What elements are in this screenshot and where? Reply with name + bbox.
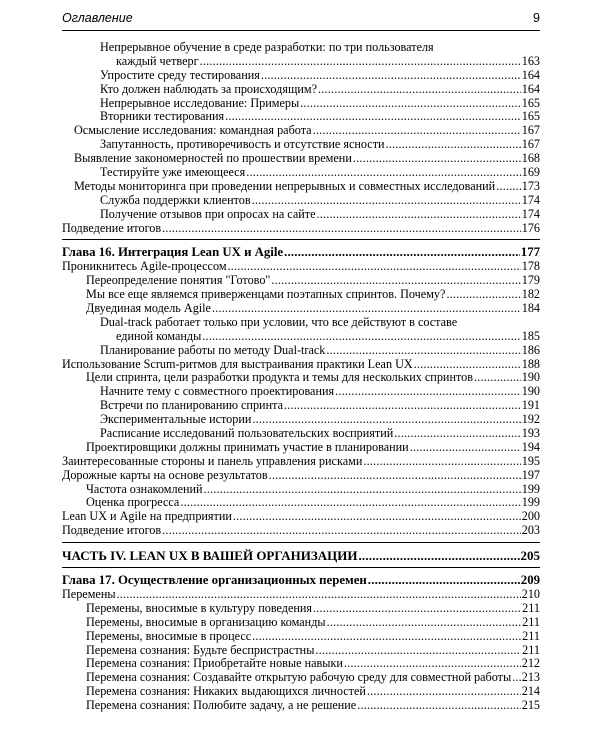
toc-entry-title: Lean UX и Agile на предприятии (62, 509, 232, 524)
toc-entry-title: Перемены, вносимые в организацию команды (86, 614, 326, 629)
dot-leader (252, 630, 521, 644)
toc-entry-title: Оценка прогресса (86, 495, 180, 510)
dot-leader (200, 55, 521, 69)
divider (62, 567, 540, 568)
dot-leader (394, 427, 520, 441)
toc-entry-page: 211 (522, 614, 540, 629)
toc-entry-page: 199 (521, 481, 540, 496)
dot-leader (271, 274, 520, 288)
toc-entry-title: Мы все еще являемся приверженцами поэтапных спринтов. Почему? (86, 287, 446, 302)
toc-entry[interactable] (62, 644, 540, 658)
toc-entry[interactable] (62, 260, 540, 274)
toc-entry-title: Запутанность, противоречивость и отсутствие ясности (100, 137, 385, 152)
toc-entry-page: 169 (521, 165, 540, 179)
toc-entry[interactable] (62, 427, 540, 441)
toc-entry-page: 190 (521, 370, 540, 385)
dot-leader (326, 344, 520, 358)
toc-entry-page: 197 (521, 467, 540, 482)
toc-chapter-16[interactable] (62, 246, 540, 260)
toc-entry-page: 209 (520, 573, 540, 588)
toc-entry-title: Служба поддержки клиентов (100, 192, 251, 207)
toc-entry-page: 188 (521, 356, 540, 371)
dot-leader (358, 549, 519, 563)
toc-entry-page: 211 (522, 642, 540, 657)
dot-leader (363, 455, 520, 469)
toc-entry-title: Расписание исследований пользовательских восприятий (100, 426, 394, 441)
toc-entry-title: Использование Scrum-ритмов для выстраивания практики Lean UX (62, 356, 413, 371)
toc-entry-page: 215 (521, 698, 540, 713)
toc-entry-title: ЧАСТЬ IV. LEAN UX В ВАШЕЙ ОРГАНИЗАЦИИ (62, 548, 358, 564)
dot-leader (386, 138, 521, 152)
toc-section-chapter-15-tail (62, 41, 540, 235)
toc-entry[interactable] (62, 441, 540, 455)
toc-entry[interactable] (62, 41, 540, 55)
toc-entry-title: Получение отзывов при опросах на сайте (100, 206, 316, 221)
dot-leader (225, 110, 521, 124)
toc-entry-title: Перемена сознания: Никаких выдающихся личностей (86, 684, 366, 699)
page-number: 9 (533, 11, 540, 25)
toc-entry-title: Осмысление исследования: командная работа (74, 123, 312, 138)
running-title: Оглавление (62, 11, 133, 25)
toc-entry-page: 203 (521, 523, 540, 538)
toc-entry[interactable] (62, 616, 540, 630)
toc-entry-page: 190 (521, 384, 540, 399)
toc-entry-page: 195 (521, 453, 540, 468)
toc-entry[interactable] (62, 455, 540, 469)
toc-entry[interactable] (62, 330, 540, 344)
toc-entry-title: Экспериментальные истории (100, 412, 252, 427)
toc-entry-title: Дорожные карты на основе результатов (62, 467, 268, 482)
toc-entry-page: 194 (521, 439, 540, 454)
toc-entry-page: 167 (521, 123, 540, 138)
toc-entry[interactable] (62, 399, 540, 413)
toc-entry-title: Глава 17. Осуществление организационных перемен (62, 573, 367, 588)
dot-leader (300, 97, 521, 111)
dot-leader (228, 260, 521, 274)
toc-entry-title: Dual-track работает только при условии, что все действуют в составе (100, 314, 458, 329)
toc-entry[interactable] (62, 344, 540, 358)
toc-entry-title: единой команды (116, 328, 202, 343)
dot-leader (353, 152, 521, 166)
toc-entry[interactable] (62, 138, 540, 152)
toc-entry-page: 205 (520, 548, 540, 564)
toc-entry[interactable] (62, 222, 540, 236)
toc-section-chapter-17 (62, 588, 540, 713)
toc-entry-page: 182 (521, 287, 540, 302)
toc-entry-title: Переопределение понятия "Готово" (86, 273, 271, 288)
toc-entry[interactable] (62, 97, 540, 111)
toc-entry-page: 174 (521, 192, 540, 207)
dot-leader (474, 371, 521, 385)
toc-entry[interactable] (62, 288, 540, 302)
toc-part-4[interactable] (62, 549, 540, 563)
dot-leader (180, 496, 520, 510)
toc-entry-page: 179 (521, 273, 540, 288)
toc-entry-title: Встречи по планированию спринта (100, 398, 283, 413)
toc-entry[interactable] (62, 302, 540, 316)
toc-entry[interactable] (62, 83, 540, 97)
toc-entry-title: Вторники тестирования (100, 109, 225, 124)
toc-entry-page: 165 (521, 95, 540, 110)
toc-entry-title: Проектировщики должны принимать участие в планировании (86, 439, 409, 454)
toc-entry-page: 192 (521, 412, 540, 427)
toc-entry[interactable] (62, 413, 540, 427)
toc-entry-page: 213 (521, 670, 540, 685)
dot-leader (410, 441, 521, 455)
dot-leader (313, 602, 521, 616)
toc-entry-title: Выявление закономерностей по прошествии времени (74, 151, 352, 166)
dot-leader (284, 399, 521, 413)
toc-entry[interactable] (62, 630, 540, 644)
dot-leader (357, 699, 521, 713)
toc-entry-page: 167 (521, 137, 540, 152)
toc-entry-page: 174 (521, 206, 540, 221)
dot-leader (318, 83, 521, 97)
dot-leader (368, 574, 520, 588)
toc-entry[interactable] (62, 110, 540, 124)
toc-entry-page: 214 (521, 684, 540, 699)
toc-entry[interactable] (62, 524, 540, 538)
toc-entry[interactable] (62, 55, 540, 69)
toc-entry[interactable] (62, 69, 540, 83)
toc-entry[interactable] (62, 208, 540, 222)
dot-leader (317, 208, 521, 222)
dot-leader (252, 413, 520, 427)
dot-leader (252, 194, 521, 208)
toc-entry-page: 212 (521, 656, 540, 671)
divider (62, 239, 540, 240)
toc-entry-page: 177 (520, 245, 540, 260)
dot-leader (284, 246, 520, 260)
dot-leader (335, 385, 521, 399)
toc-entry-title: Перемены, вносимые в культуру поведения (86, 600, 313, 615)
dot-leader (327, 616, 522, 630)
toc-section-chapter-16 (62, 260, 540, 538)
toc-entry[interactable] (62, 671, 540, 685)
toc-entry[interactable] (62, 194, 540, 208)
toc-entry[interactable] (62, 124, 540, 138)
toc-entry-page: 165 (521, 109, 540, 124)
toc-entry-title: каждый четверг (116, 53, 199, 68)
toc-entry-page: 191 (521, 398, 540, 413)
page-header (62, 10, 540, 31)
toc-entry[interactable] (62, 510, 540, 524)
dot-leader (344, 657, 521, 671)
dot-leader (246, 166, 521, 180)
toc-entry-page: 193 (521, 426, 540, 441)
dot-leader (414, 358, 521, 372)
toc-entry-title: Кто должен наблюдать за происходящим? (100, 81, 318, 96)
dot-leader (367, 685, 521, 699)
toc-entry[interactable] (62, 483, 540, 497)
dot-leader (313, 124, 521, 138)
dot-leader (162, 524, 521, 538)
divider (62, 542, 540, 543)
dot-leader (261, 69, 521, 83)
toc-entry-title: Двуединая модель Agile (86, 301, 211, 316)
toc-entry-title: Упростите среду тестирования (100, 67, 260, 82)
dot-leader (512, 671, 521, 685)
toc-entry-title: Перемена сознания: Создавайте открытую рабочую среду для совместной работы (86, 670, 512, 685)
dot-leader (202, 330, 520, 344)
toc-entry-page: 173 (521, 178, 540, 193)
toc-entry-title: Непрерывное обучение в среде разработки: по три пользователя (100, 39, 434, 54)
dot-leader (117, 588, 521, 602)
toc-chapter-17[interactable] (62, 574, 540, 588)
toc-entry-title: Непрерывное исследование: Примеры (100, 95, 300, 110)
toc-entry-title: Подведение итогов (62, 523, 162, 538)
toc-entry-title: Заинтересованные стороны и панель управления рисками (62, 453, 363, 468)
toc-entry-page: 185 (521, 328, 540, 343)
toc-entry-page: 199 (521, 495, 540, 510)
toc-entry[interactable] (62, 152, 540, 166)
toc-entry-page: 210 (521, 586, 540, 601)
toc-entry-title: Цели спринта, цели разработки продукта и темы для нескольких спринтов (86, 370, 473, 385)
dot-leader (162, 222, 521, 236)
toc-entry[interactable] (62, 497, 540, 511)
toc-entry-page: 176 (521, 220, 540, 235)
toc-entry[interactable] (62, 657, 540, 671)
toc-entry-title: Методы мониторинга при проведении непрерывных и совместных исследований (74, 178, 496, 193)
toc-entry[interactable] (62, 469, 540, 483)
toc-entry[interactable] (62, 316, 540, 330)
toc-entry-title: Перемены, вносимые в процесс (86, 628, 252, 643)
toc-entry-title: Перемены (62, 586, 116, 601)
dot-leader (269, 469, 521, 483)
toc-entry-title: Проникнитесь Agile-процессом (62, 259, 227, 274)
toc-entry-page: 200 (521, 509, 540, 524)
toc-entry-page: 186 (521, 342, 540, 357)
toc-entry[interactable] (62, 371, 540, 385)
toc-entry-title: Глава 16. Интеграция Lean UX и Agile (62, 245, 284, 260)
toc-entry[interactable] (62, 685, 540, 699)
table-of-contents (62, 41, 540, 713)
toc-entry-page: 168 (521, 151, 540, 166)
toc-entry-title: Тестируйте уже имеющееся (100, 165, 246, 179)
toc-entry-page: 164 (521, 67, 540, 82)
dot-leader (233, 510, 521, 524)
dot-leader (496, 180, 521, 194)
toc-entry[interactable] (62, 699, 540, 713)
dot-leader (212, 302, 521, 316)
toc-entry[interactable] (62, 602, 540, 616)
toc-entry-page: 178 (521, 259, 540, 274)
toc-entry-title: Перемена сознания: Полюбите задачу, а не решение (86, 698, 357, 713)
dot-leader (315, 644, 521, 658)
toc-entry-title: Планирование работы по методу Dual-track (100, 342, 326, 357)
toc-entry-title: Частота ознакомлений (86, 481, 203, 496)
toc-entry-page: 211 (522, 628, 540, 643)
toc-entry-title: Начните тему с совместного проектирования (100, 384, 335, 399)
toc-entry-title: Перемена сознания: Будьте беспристрастны (86, 642, 315, 657)
toc-entry[interactable] (62, 166, 540, 180)
toc-entry-title: Подведение итогов (62, 220, 162, 235)
toc-entry-page: 211 (522, 600, 540, 615)
toc-entry-title: Перемена сознания: Приобретайте новые навыки (86, 656, 343, 671)
dot-leader (446, 288, 520, 302)
toc-entry-page: 184 (521, 301, 540, 316)
toc-entry-page: 163 (521, 53, 540, 68)
dot-leader (204, 483, 521, 497)
toc-entry[interactable] (62, 358, 540, 372)
toc-entry[interactable] (62, 274, 540, 288)
toc-entry[interactable] (62, 588, 540, 602)
toc-entry[interactable] (62, 385, 540, 399)
toc-entry[interactable] (62, 180, 540, 194)
toc-entry-page: 164 (521, 81, 540, 96)
